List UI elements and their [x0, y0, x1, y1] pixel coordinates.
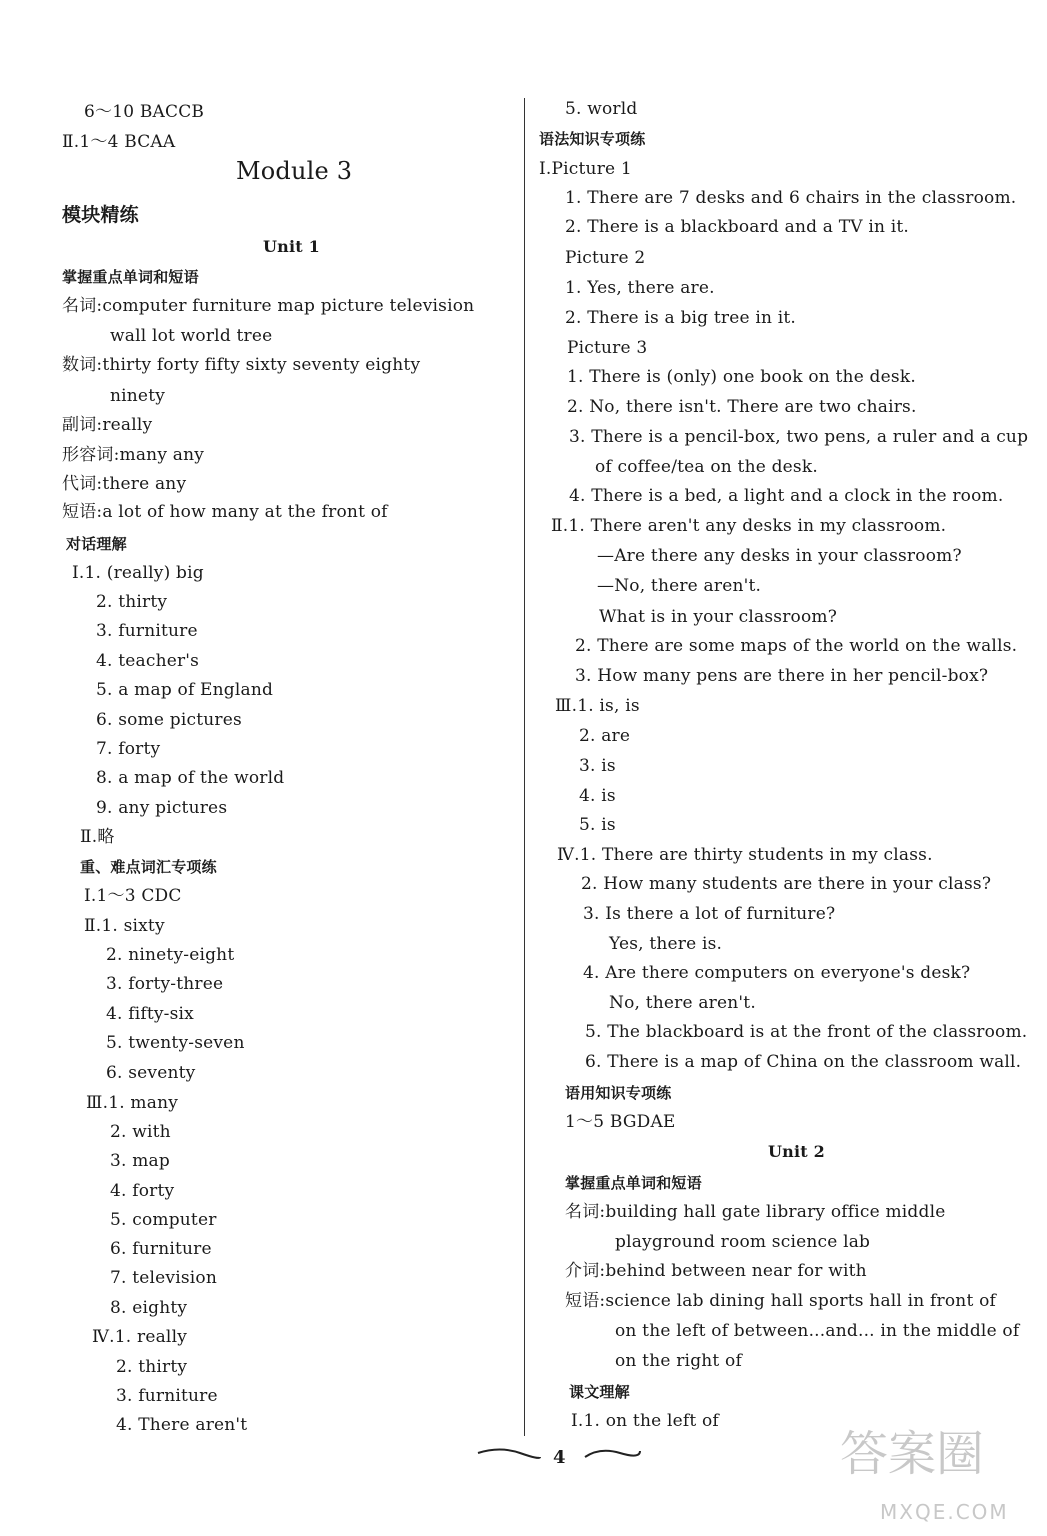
- answer-line: 3. map: [110, 1151, 170, 1171]
- answer-line: 6. seventy: [106, 1063, 196, 1083]
- answer-line: 5. world: [565, 99, 638, 119]
- answer-line: 2. thirty: [96, 592, 168, 612]
- answer-line: 3. There is a pencil-box, two pens, a ruler and a cup: [569, 427, 1029, 447]
- answer-line: Ⅰ.1. (really) big: [72, 563, 204, 583]
- answer-line: 2. How many students are there in your class?: [581, 874, 992, 894]
- answer-line: Ⅱ.1. sixty: [84, 916, 165, 936]
- watermark-url: MXQE.COM: [880, 1500, 1009, 1524]
- answer-line: 4. fifty-six: [106, 1004, 194, 1024]
- answer-line: 6. There is a map of China on the classroom wall.: [585, 1052, 1022, 1072]
- answer-line: 3. Is there a lot of furniture?: [583, 904, 836, 924]
- answer-line: 3. is: [579, 756, 616, 776]
- subsection-heading: 语法知识专项练: [539, 130, 646, 148]
- answer-line: 2. thirty: [116, 1357, 188, 1377]
- answer-line: 2. There is a blackboard and a TV in it.: [565, 217, 909, 237]
- answer-line: 5. is: [579, 815, 616, 835]
- answer-line: 6. some pictures: [96, 710, 242, 730]
- answer-line: Picture 2: [565, 248, 646, 268]
- vocab-line: wall lot world tree: [110, 326, 273, 346]
- answer-line: 5. computer: [110, 1210, 217, 1230]
- answer-line: 2. No, there isn't. There are two chairs.: [567, 397, 917, 417]
- vocab-line: 形容词:many any: [62, 445, 205, 465]
- vocab-line: 名词:computer furniture map picture television: [62, 296, 475, 316]
- answer-line: 8. a map of the world: [96, 768, 285, 788]
- answer-line: Ⅰ.1～3 CDC: [84, 886, 182, 906]
- vocab-line: 名词:building hall gate library office middle: [565, 1202, 946, 1222]
- answer-line: 3. How many pens are there in her pencil-box?: [575, 666, 989, 686]
- answer-line: 1. Yes, there are.: [565, 278, 715, 298]
- answer-line: Picture 3: [567, 338, 648, 358]
- answer-line: Ⅲ.1. many: [86, 1093, 179, 1113]
- answer-line: Ⅳ.1. really: [92, 1327, 188, 1347]
- section-title: 模块精练: [62, 204, 139, 226]
- answer-line: 3. furniture: [96, 621, 198, 641]
- answer-line: 5. a map of England: [96, 680, 274, 700]
- answer-line: —Are there any desks in your classroom?: [597, 546, 962, 566]
- column-divider: [524, 98, 525, 1436]
- page-number: 4: [553, 1447, 566, 1468]
- answer-line: 4. teacher's: [96, 651, 200, 671]
- vocab-line: 副词:really: [62, 415, 153, 435]
- answer-line: 9. any pictures: [96, 798, 228, 818]
- answer-line: 2. with: [110, 1122, 171, 1142]
- subsection-heading: 语用知识专项练: [565, 1084, 672, 1102]
- unit-title: Unit 1: [263, 237, 320, 256]
- vocab-line: 代词:there any: [62, 474, 187, 494]
- answer-line: 1. There is (only) one book on the desk.: [567, 367, 916, 387]
- answer-line: Ⅳ.1. There are thirty students in my class.: [557, 845, 933, 865]
- answer-line: 5. The blackboard is at the front of the classroom.: [585, 1022, 1028, 1042]
- answer-line: Ⅰ.Picture 1: [539, 159, 632, 179]
- vocab-line: on the left of between...and... in the middle of: [615, 1321, 1020, 1341]
- module-title: Module 3: [236, 157, 353, 185]
- answer-line: 4. is: [579, 786, 616, 806]
- vocab-line: 介词:behind between near for with: [565, 1261, 867, 1281]
- answer-line: —No, there aren't.: [597, 576, 762, 596]
- watermark-logo: 答案圈: [840, 1426, 985, 1482]
- answer-line: Yes, there is.: [609, 934, 723, 954]
- answer-line: 3. furniture: [116, 1386, 218, 1406]
- answer-line: Ⅱ.1～4 BCAA: [62, 132, 176, 152]
- vocab-line: on the right of: [615, 1351, 742, 1371]
- subsection-heading: 掌握重点单词和短语: [62, 268, 199, 286]
- vocab-line: playground room science lab: [615, 1232, 871, 1252]
- answer-line: 4. Are there computers on everyone's desk?: [583, 963, 971, 983]
- vocab-line: 数词:thirty forty fifty sixty seventy eighty: [62, 355, 421, 375]
- answer-line: 2. ninety-eight: [106, 945, 235, 965]
- subsection-heading: 对话理解: [66, 535, 127, 553]
- answer-line: Ⅲ.1. is, is: [555, 696, 640, 716]
- answer-line: 7. television: [110, 1268, 217, 1288]
- answer-line: What is in your classroom?: [599, 607, 838, 627]
- answer-line: Ⅱ.略: [80, 827, 115, 847]
- answer-line: No, there aren't.: [609, 993, 756, 1013]
- subsection-heading: 重、难点词汇专项练: [80, 858, 217, 876]
- answer-line: 1. There are 7 desks and 6 chairs in the classroom.: [565, 188, 1017, 208]
- answer-line: 2. are: [579, 726, 631, 746]
- subsection-heading: 课文理解: [569, 1383, 630, 1401]
- answer-line: 2. There is a big tree in it.: [565, 308, 797, 328]
- answer-line: Ⅱ.1. There aren't any desks in my classroom.: [551, 516, 947, 536]
- vocab-line: 短语:a lot of how many at the front of: [62, 502, 388, 522]
- answer-line: 5. twenty-seven: [106, 1033, 245, 1053]
- vocab-line: ninety: [110, 386, 166, 406]
- unit-title: Unit 2: [768, 1142, 825, 1161]
- answer-line: 1～5 BGDAE: [565, 1112, 676, 1132]
- answer-line: 4. forty: [110, 1181, 175, 1201]
- subsection-heading: 掌握重点单词和短语: [565, 1174, 702, 1192]
- vocab-line: 短语:science lab dining hall sports hall in front of: [565, 1291, 997, 1311]
- answer-line: 4. There aren't: [116, 1415, 248, 1435]
- answer-line: 7. forty: [96, 739, 161, 759]
- answer-line: 3. forty-three: [106, 974, 224, 994]
- answer-line: Ⅰ.1. on the left of: [571, 1411, 719, 1431]
- answer-line: 6. furniture: [110, 1239, 212, 1259]
- answer-line: 8. eighty: [110, 1298, 188, 1318]
- answer-line: 2. There are some maps of the world on the walls.: [575, 636, 1018, 656]
- answer-line: of coffee/tea on the desk.: [595, 457, 818, 477]
- answer-line: 4. There is a bed, a light and a clock in the room.: [569, 486, 1004, 506]
- answer-line: 6～10 BACCB: [84, 102, 205, 122]
